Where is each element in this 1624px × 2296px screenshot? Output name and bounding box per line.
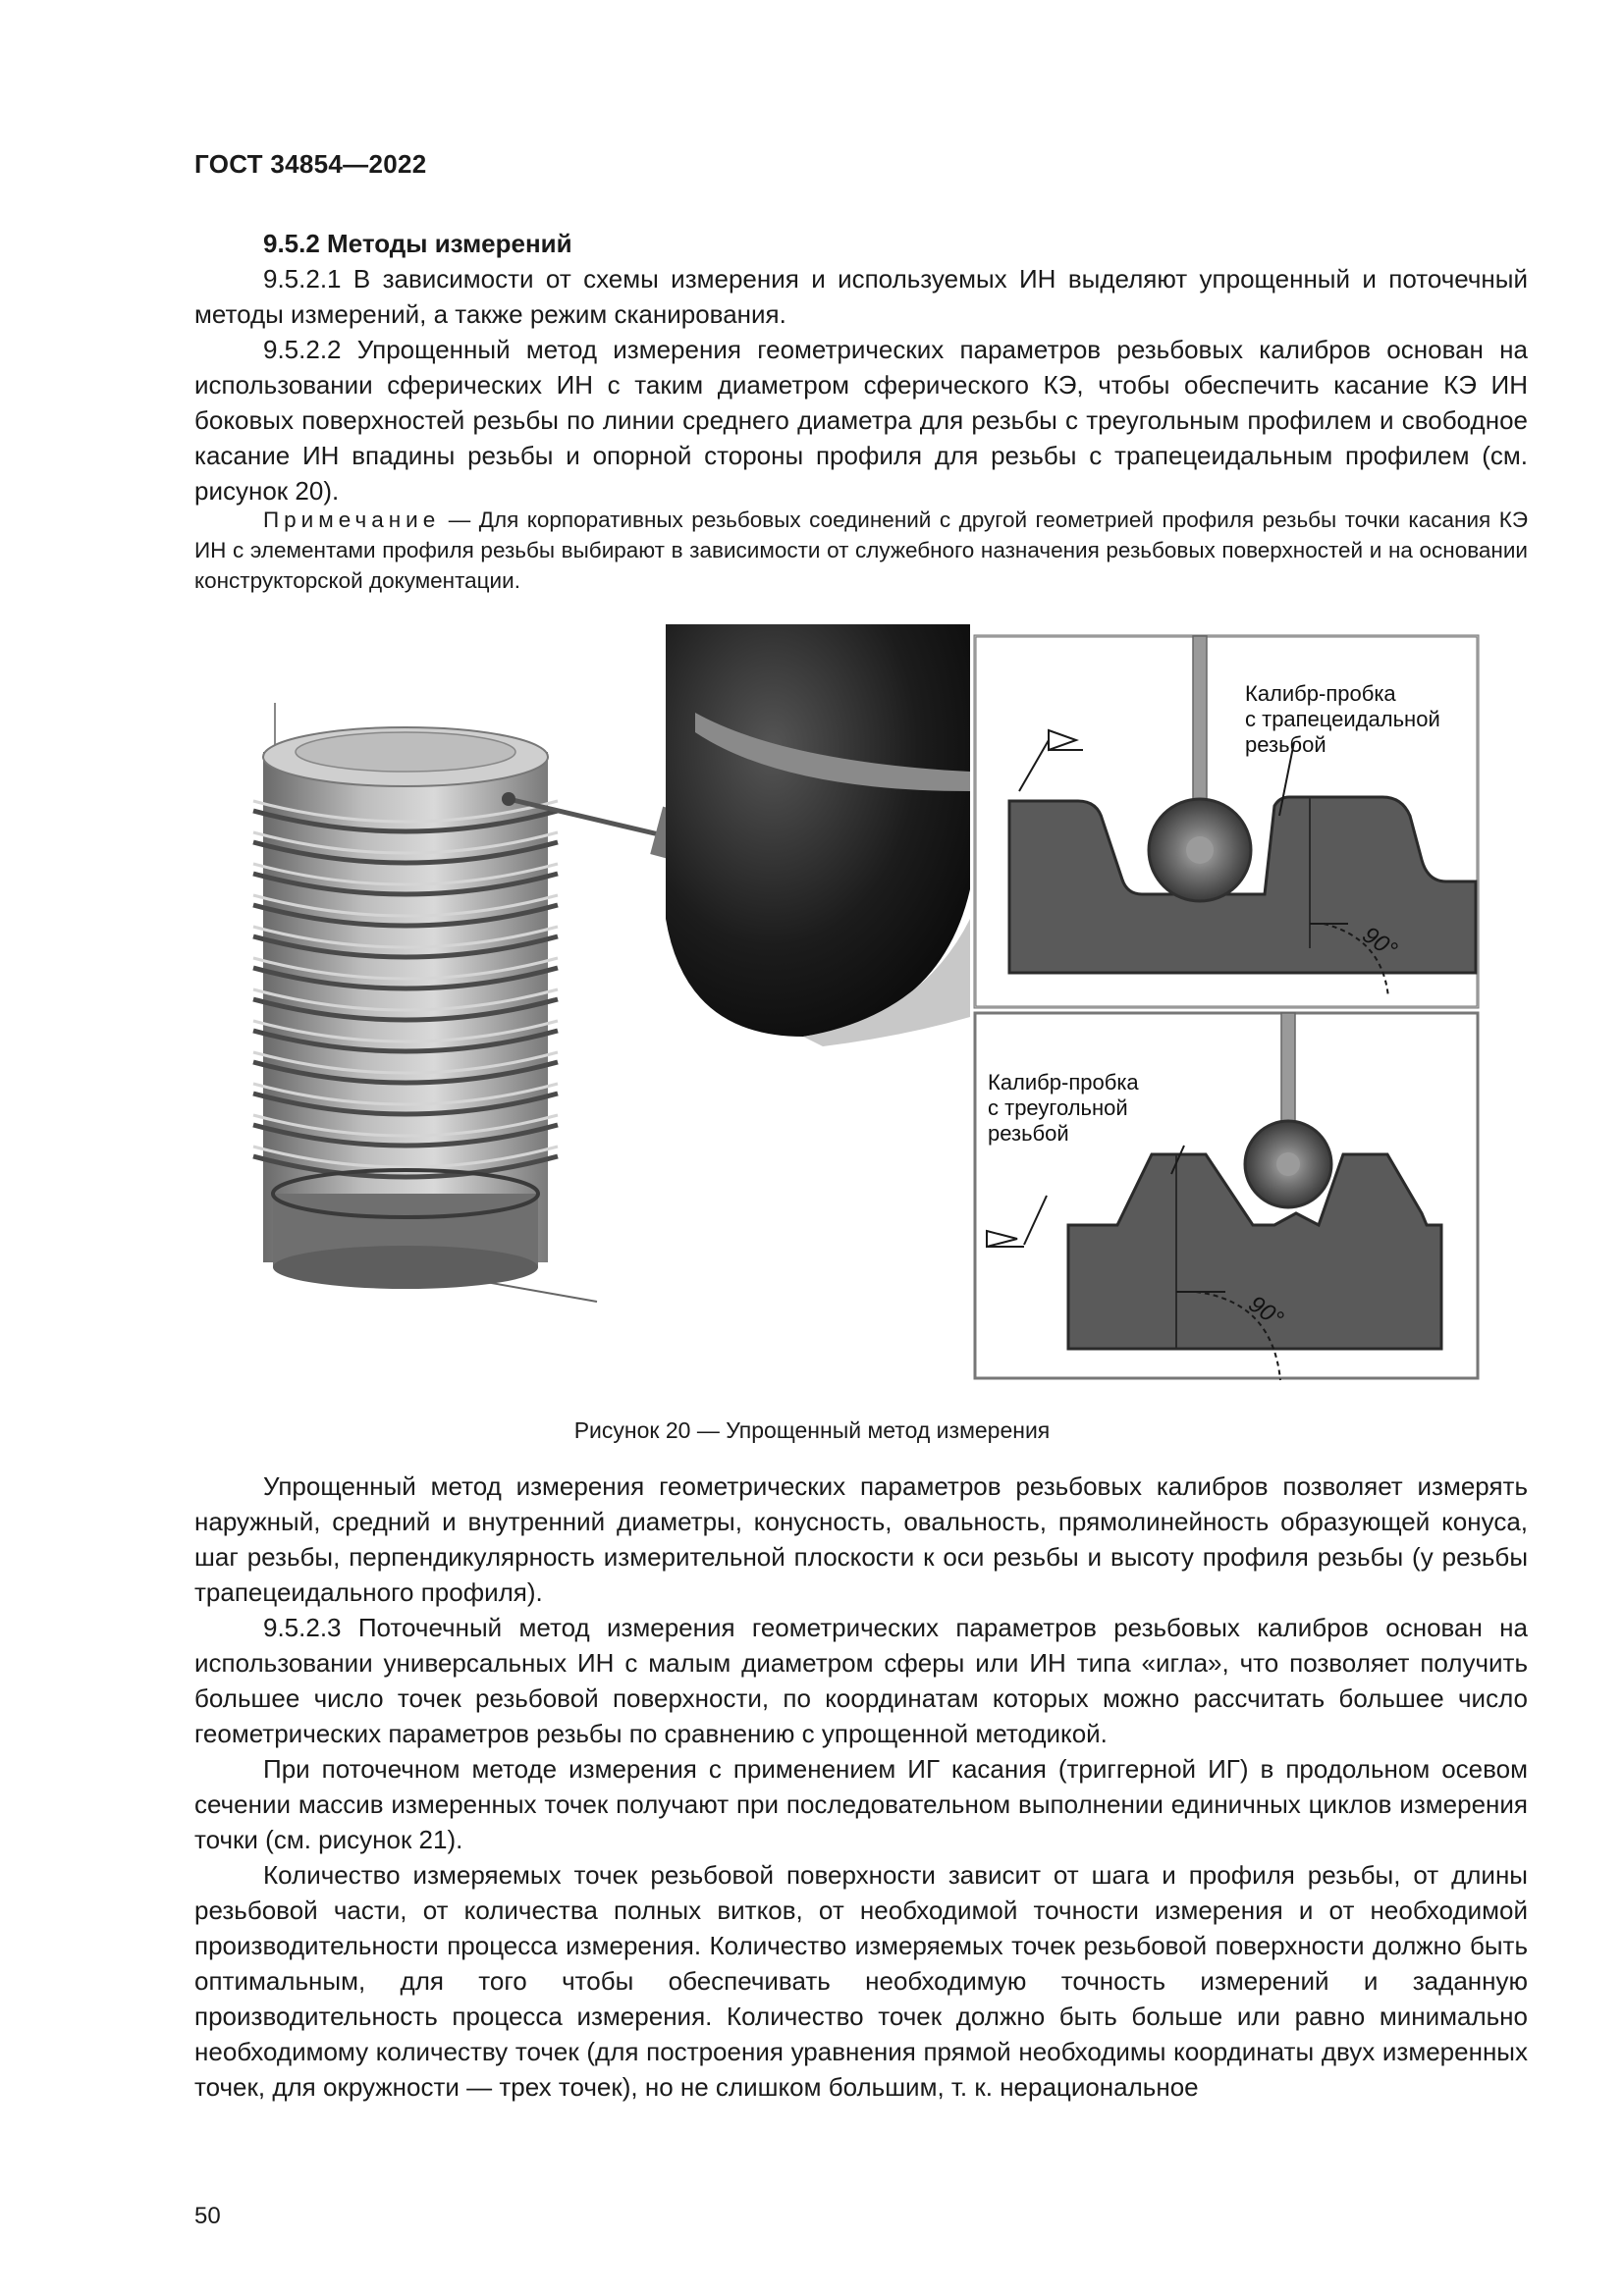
body-paragraph-4: Количество измеряемых точек резьбовой поверхности зависит от шага и профиля резьбы, от длины резьбовой части, от количества полных витков, от необходимой точности измерения и от необходимой производительности процесса измерения. Количество измеряемых точек резьбовой поверхности должно быть оптимальным, для того чтобы обеспечивать необходимую точность измерений и заданную производительность процесса измерения. Количество точек должно быть больше или равно минимально необходимому количеству точек (для построения уравнения прямой необходимы координаты двух измеренных точек, для окружности — трех точек), но не слишком большим, т. к. нерациональное (194, 1860, 1528, 2102)
body-paragraph-3: При поточечном методе измерения с применением ИГ касания (триггерной ИГ) в продольном осевом сечении массив измеренных точек получают при последовательном выполнении единичных циклов измерения точки (см. рисунок 21). (194, 1754, 1528, 1854)
angle-label-bottom: 90° (1243, 1290, 1288, 1333)
trap-label-line3: резьбой (1245, 732, 1326, 757)
figure-illustration (194, 624, 1490, 1410)
figure-caption: Рисунок 20 — Упрощенный метод измерения (573, 1417, 1051, 1443)
page-number: 50 (194, 2203, 221, 2229)
note-block (194, 505, 1528, 596)
paragraph-9-5-2-3: 9.5.2.3 Поточечный метод измерения геометрических параметров резьбовых калибров основан на использовании универсальных ИН с малым диаметром сферы или ИН типа «игла», что позволяет получить большее число точек резьбовой поверхности, по координатам которых можно рассчитать большее число геометрических параметров резьбы по сравнению с упрощенной методикой. (194, 1613, 1528, 1748)
angle-label-top: 90° (1357, 921, 1402, 964)
inset-triangular-thread (975, 1013, 1478, 1380)
tri-label-line2: с треугольной (988, 1095, 1128, 1120)
note-label: Примечание (263, 507, 441, 532)
probe-head (502, 624, 970, 1046)
paragraph-9-5-2-2: 9.5.2.2 Упрощенный метод измерения геометрических параметров резьбовых калибров основан на использовании сферических ИН с таким диаметром сферического КЭ, чтобы обеспечить касание КЭ ИН боковых поверхностей резьбы по линии среднего диаметра для резьбы с треугольным профилем и свободное касание ИН впадины резьбы и опорной стороны профиля для резьбы с трапецеидальным профилем (см. рисунок 20). (194, 335, 1528, 506)
note-text: — Для корпоративных резьбовых соединений с другой геометрией профиля резьбы точки касания КЭ ИН с элементами профиля резьбы выбирают в зависимости от служебного назначения резьбовых поверхностей и на основании конструкторской документации. (194, 507, 1528, 593)
figure-20 (194, 624, 1490, 1410)
paragraph-9-5-2-1: 9.5.2.1 В зависимости от схемы измерения и используемых ИН выделяют упрощенный и поточечный методы измерений, а также режим сканирования. (194, 264, 1528, 329)
document-header: ГОСТ 34854—2022 (194, 149, 427, 179)
trap-label-line1: Калибр-пробка (1245, 681, 1396, 706)
inset-trapezoidal-thread (975, 636, 1478, 1007)
section-heading: 9.5.2 Методы измерений (263, 229, 572, 258)
tri-label-line1: Калибр-пробка (988, 1070, 1139, 1095)
body-text (194, 1468, 1528, 2105)
trap-label-line2: с трапецеидальной (1245, 707, 1440, 731)
thread-gauge-3d (253, 703, 597, 1302)
body-paragraph-1: Упрощенный метод измерения геометрических параметров резьбовых калибров позволяет измерять наружный, средний и внутренний диаметры, конусность, овальность, прямолинейность образующей конуса, шаг резьбы, перпендикулярность измерительной плоскости к оси резьбы и высоту профиля резьбы (у резьбы трапецеидального профиля). (194, 1471, 1528, 1607)
section-9-5-2 (194, 226, 1528, 508)
tri-label-line3: резьбой (988, 1121, 1069, 1146)
